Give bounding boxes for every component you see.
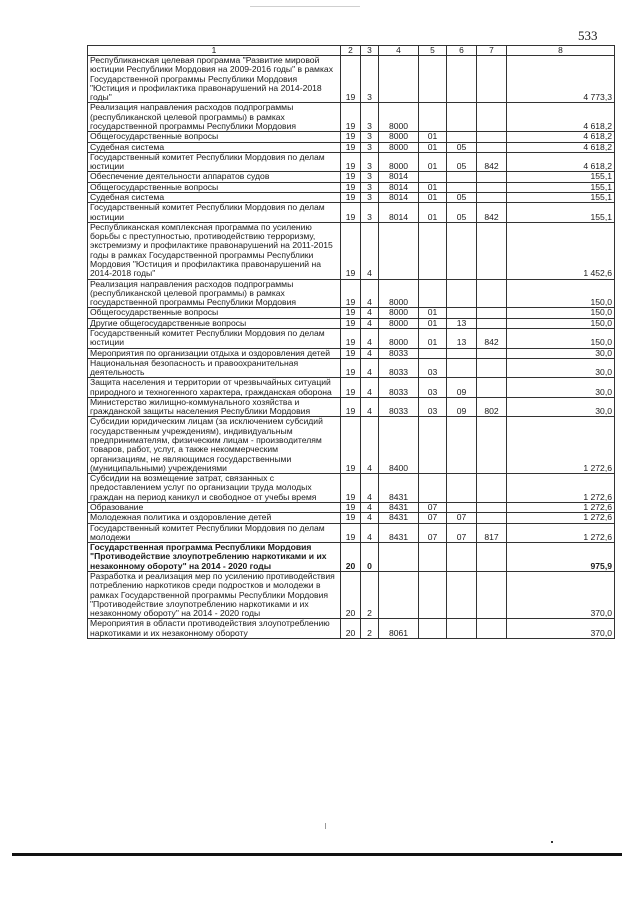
row-name-cell: Государственный комитет Республики Мордовия по делам юстиции bbox=[88, 152, 341, 172]
table-row bbox=[88, 279, 615, 308]
row-name-cell: Субсидии юридическим лицам (за исключением субсидий государственным учреждениям), индивидуальным предпринимателям, физическим лицам - производителям товаров, работ, услуг, а также некоммерческим организациям, не являющимся государственными (муниципальными) учреждениями bbox=[88, 417, 341, 474]
row-amount-cell: 975,9 bbox=[507, 543, 615, 572]
row-code-cell: 4 bbox=[361, 474, 379, 503]
row-name-cell: Судебная система bbox=[88, 193, 341, 203]
row-code-cell: 4 bbox=[361, 397, 379, 417]
row-name-cell: Государственный комитет Республики Мордовия по делам юстиции bbox=[88, 328, 341, 348]
row-code-cell bbox=[477, 279, 507, 308]
row-name-cell: Республиканская комплексная программа по усилению борьбы с преступностью, противодействию терроризму, экстремизму и профилактике правонарушений на 2011-2015 годы в рамках Государственной программы Республики Мордовия "Юстиция и профилактика правонарушений на 2014-2018 годы" bbox=[88, 222, 341, 279]
row-name-cell: Мероприятия в области противодействия злоупотреблению наркотиками и их незаконному обороту bbox=[88, 619, 341, 639]
row-code-cell: 01 bbox=[419, 152, 447, 172]
row-amount-cell: 1 272,6 bbox=[507, 474, 615, 503]
row-code-cell bbox=[447, 103, 477, 132]
row-name-cell: Реализация направления расходов подпрограммы (республиканской целевой программы) в рамках государственной программы Республики Мордовия bbox=[88, 279, 341, 308]
budget-table bbox=[87, 45, 615, 639]
row-code-cell bbox=[419, 571, 447, 618]
row-code-cell: 01 bbox=[419, 142, 447, 152]
row-code-cell bbox=[477, 318, 507, 328]
row-code-cell: 4 bbox=[361, 417, 379, 474]
row-code-cell bbox=[447, 172, 477, 182]
row-name-cell: Мероприятия по организации отдыха и оздоровления детей bbox=[88, 348, 341, 358]
row-code-cell: 20 bbox=[341, 571, 361, 618]
row-code-cell bbox=[477, 619, 507, 639]
row-amount-cell: 370,0 bbox=[507, 571, 615, 618]
row-code-cell: 817 bbox=[477, 523, 507, 543]
row-code-cell bbox=[477, 513, 507, 523]
table-body bbox=[88, 56, 615, 639]
row-code-cell: 8033 bbox=[379, 358, 419, 378]
row-name-cell: Разработка и реализация мер по усилению противодействия потреблению наркотиков среди подростков и молодежи в рамках Государственной программы Республики Мордовия "Противодействие злоупотреблению наркотиками и их незаконному обороту" на 2014 - 2020 годы bbox=[88, 571, 341, 618]
row-name-cell: Общегосударственные вопросы bbox=[88, 182, 341, 192]
row-code-cell: 05 bbox=[447, 203, 477, 223]
row-amount-cell: 155,1 bbox=[507, 193, 615, 203]
row-code-cell: 8431 bbox=[379, 474, 419, 503]
row-code-cell: 19 bbox=[341, 279, 361, 308]
row-code-cell bbox=[477, 103, 507, 132]
header-cell: 4 bbox=[379, 46, 419, 56]
row-name-cell: Другие общегосударственные вопросы bbox=[88, 318, 341, 328]
table-row bbox=[88, 172, 615, 182]
row-code-cell: 8400 bbox=[379, 417, 419, 474]
row-code-cell: 07 bbox=[419, 523, 447, 543]
row-code-cell: 20 bbox=[341, 619, 361, 639]
row-code-cell: 19 bbox=[341, 203, 361, 223]
row-code-cell bbox=[477, 132, 507, 142]
row-code-cell: 19 bbox=[341, 358, 361, 378]
row-code-cell bbox=[447, 619, 477, 639]
row-name-cell: Обеспечение деятельности аппаратов судов bbox=[88, 172, 341, 182]
table-row bbox=[88, 543, 615, 572]
row-code-cell bbox=[419, 417, 447, 474]
row-code-cell: 19 bbox=[341, 417, 361, 474]
bottom-rule bbox=[12, 853, 622, 856]
row-code-cell bbox=[477, 348, 507, 358]
row-name-cell: Субсидии на возмещение затрат, связанных с предоставлением услуг по организации труда молодых граждан на период каникул и свободное от учебы время bbox=[88, 474, 341, 503]
row-code-cell: 2 bbox=[361, 619, 379, 639]
row-amount-cell: 30,0 bbox=[507, 348, 615, 358]
table-row bbox=[88, 358, 615, 378]
row-code-cell: 0 bbox=[361, 543, 379, 572]
row-code-cell bbox=[379, 543, 419, 572]
row-code-cell: 4 bbox=[361, 378, 379, 398]
scan-mark bbox=[325, 823, 326, 829]
row-code-cell: 4 bbox=[361, 503, 379, 513]
row-code-cell: 3 bbox=[361, 203, 379, 223]
header-cell: 1 bbox=[88, 46, 341, 56]
row-code-cell bbox=[447, 279, 477, 308]
row-code-cell: 19 bbox=[341, 318, 361, 328]
row-code-cell: 8061 bbox=[379, 619, 419, 639]
row-code-cell: 09 bbox=[447, 397, 477, 417]
row-code-cell: 07 bbox=[419, 513, 447, 523]
row-amount-cell: 370,0 bbox=[507, 619, 615, 639]
table-row bbox=[88, 132, 615, 142]
row-name-cell: Реализация направления расходов подпрограммы (республиканской целевой программы) в рамках государственной программы Республики Мордовия bbox=[88, 103, 341, 132]
row-code-cell: 3 bbox=[361, 193, 379, 203]
row-code-cell: 4 bbox=[361, 318, 379, 328]
table-row bbox=[88, 203, 615, 223]
row-amount-cell: 155,1 bbox=[507, 203, 615, 223]
row-code-cell: 03 bbox=[419, 378, 447, 398]
row-code-cell: 19 bbox=[341, 132, 361, 142]
table-row bbox=[88, 222, 615, 279]
row-amount-cell: 30,0 bbox=[507, 397, 615, 417]
row-code-cell: 8033 bbox=[379, 397, 419, 417]
row-code-cell bbox=[447, 308, 477, 318]
row-code-cell: 3 bbox=[361, 172, 379, 182]
table-row bbox=[88, 348, 615, 358]
row-code-cell bbox=[477, 358, 507, 378]
table-row bbox=[88, 142, 615, 152]
row-code-cell bbox=[447, 503, 477, 513]
row-code-cell: 03 bbox=[419, 358, 447, 378]
row-name-cell: Республиканская целевая программа "Развитие мировой юстиции Республики Мордовия на 2009-2016 годы" в рамках Государственной программы Республики Мордовия "Юстиция и профилактика правонарушений на 2014-2018 годы" bbox=[88, 56, 341, 103]
row-amount-cell: 30,0 bbox=[507, 358, 615, 378]
row-code-cell: 19 bbox=[341, 103, 361, 132]
row-code-cell: 8000 bbox=[379, 279, 419, 308]
header-cell: 5 bbox=[419, 46, 447, 56]
row-code-cell bbox=[477, 308, 507, 318]
row-code-cell: 3 bbox=[361, 103, 379, 132]
page-number: 533 bbox=[578, 28, 598, 43]
row-code-cell: 05 bbox=[447, 152, 477, 172]
row-code-cell bbox=[477, 56, 507, 103]
row-code-cell: 8033 bbox=[379, 348, 419, 358]
row-code-cell: 8431 bbox=[379, 513, 419, 523]
row-name-cell: Защита населения и территории от чрезвычайных ситуаций природного и техногенного характера, гражданская оборона bbox=[88, 378, 341, 398]
row-code-cell: 19 bbox=[341, 142, 361, 152]
row-code-cell bbox=[477, 474, 507, 503]
table-row bbox=[88, 619, 615, 639]
row-amount-cell: 155,1 bbox=[507, 172, 615, 182]
row-code-cell: 802 bbox=[477, 397, 507, 417]
table-row bbox=[88, 328, 615, 348]
row-code-cell: 13 bbox=[447, 328, 477, 348]
row-amount-cell: 155,1 bbox=[507, 182, 615, 192]
row-code-cell: 01 bbox=[419, 318, 447, 328]
row-code-cell: 19 bbox=[341, 222, 361, 279]
row-amount-cell: 150,0 bbox=[507, 308, 615, 318]
row-code-cell: 842 bbox=[477, 152, 507, 172]
row-code-cell bbox=[447, 358, 477, 378]
row-code-cell bbox=[379, 222, 419, 279]
row-code-cell bbox=[419, 172, 447, 182]
row-amount-cell: 150,0 bbox=[507, 279, 615, 308]
row-code-cell: 4 bbox=[361, 308, 379, 318]
row-code-cell: 01 bbox=[419, 203, 447, 223]
row-code-cell bbox=[419, 56, 447, 103]
row-code-cell: 01 bbox=[419, 182, 447, 192]
row-code-cell bbox=[419, 103, 447, 132]
row-code-cell: 19 bbox=[341, 172, 361, 182]
row-code-cell: 19 bbox=[341, 513, 361, 523]
row-code-cell bbox=[447, 417, 477, 474]
row-amount-cell: 30,0 bbox=[507, 378, 615, 398]
row-code-cell: 4 bbox=[361, 348, 379, 358]
row-name-cell: Министерство жилищно-коммунального хозяйства и гражданской защиты населения Республики Мордовия bbox=[88, 397, 341, 417]
table-row bbox=[88, 397, 615, 417]
table-row bbox=[88, 503, 615, 513]
row-code-cell: 01 bbox=[419, 193, 447, 203]
row-code-cell: 05 bbox=[447, 142, 477, 152]
row-code-cell bbox=[447, 132, 477, 142]
row-amount-cell: 4 618,2 bbox=[507, 103, 615, 132]
row-code-cell bbox=[477, 193, 507, 203]
row-code-cell bbox=[419, 348, 447, 358]
row-code-cell bbox=[477, 571, 507, 618]
row-code-cell bbox=[477, 378, 507, 398]
row-code-cell: 8000 bbox=[379, 318, 419, 328]
row-name-cell: Молодежная политика и оздоровление детей bbox=[88, 513, 341, 523]
row-code-cell bbox=[447, 56, 477, 103]
row-code-cell bbox=[477, 142, 507, 152]
row-code-cell: 19 bbox=[341, 397, 361, 417]
table-row bbox=[88, 523, 615, 543]
row-amount-cell: 150,0 bbox=[507, 328, 615, 348]
row-code-cell bbox=[477, 543, 507, 572]
row-code-cell: 19 bbox=[341, 182, 361, 192]
row-code-cell: 8014 bbox=[379, 172, 419, 182]
row-code-cell: 19 bbox=[341, 152, 361, 172]
table-row bbox=[88, 318, 615, 328]
row-code-cell: 05 bbox=[447, 193, 477, 203]
scan-dot bbox=[551, 841, 553, 843]
row-code-cell: 07 bbox=[419, 503, 447, 513]
row-code-cell bbox=[379, 571, 419, 618]
row-name-cell: Государственный комитет Республики Мордовия по делам юстиции bbox=[88, 203, 341, 223]
row-amount-cell: 1 452,6 bbox=[507, 222, 615, 279]
row-code-cell: 8014 bbox=[379, 193, 419, 203]
table-row bbox=[88, 56, 615, 103]
row-code-cell bbox=[477, 172, 507, 182]
row-code-cell bbox=[419, 474, 447, 503]
row-code-cell: 4 bbox=[361, 513, 379, 523]
row-name-cell: Государственный комитет Республики Мордовия по делам молодежи bbox=[88, 523, 341, 543]
table-row bbox=[88, 182, 615, 192]
row-code-cell: 842 bbox=[477, 328, 507, 348]
row-code-cell bbox=[477, 222, 507, 279]
row-code-cell bbox=[447, 182, 477, 192]
row-code-cell: 01 bbox=[419, 328, 447, 348]
row-code-cell: 4 bbox=[361, 523, 379, 543]
table-row bbox=[88, 474, 615, 503]
table-row bbox=[88, 152, 615, 172]
row-code-cell: 07 bbox=[447, 513, 477, 523]
table-header-row bbox=[88, 46, 615, 56]
row-code-cell: 3 bbox=[361, 132, 379, 142]
row-code-cell: 8000 bbox=[379, 132, 419, 142]
row-name-cell: Образование bbox=[88, 503, 341, 513]
row-code-cell: 8000 bbox=[379, 328, 419, 348]
table-row bbox=[88, 378, 615, 398]
row-code-cell: 19 bbox=[341, 56, 361, 103]
row-code-cell: 19 bbox=[341, 474, 361, 503]
row-code-cell bbox=[419, 619, 447, 639]
table-row bbox=[88, 571, 615, 618]
row-code-cell: 8033 bbox=[379, 378, 419, 398]
row-code-cell: 8431 bbox=[379, 503, 419, 513]
row-amount-cell: 1 272,6 bbox=[507, 523, 615, 543]
row-code-cell bbox=[447, 474, 477, 503]
row-code-cell: 8000 bbox=[379, 152, 419, 172]
row-code-cell: 4 bbox=[361, 222, 379, 279]
row-code-cell: 3 bbox=[361, 56, 379, 103]
row-name-cell: Судебная система bbox=[88, 142, 341, 152]
row-code-cell: 4 bbox=[361, 358, 379, 378]
row-code-cell: 8000 bbox=[379, 142, 419, 152]
row-code-cell bbox=[477, 417, 507, 474]
row-code-cell: 01 bbox=[419, 132, 447, 142]
row-code-cell: 19 bbox=[341, 503, 361, 513]
row-amount-cell: 4 773,3 bbox=[507, 56, 615, 103]
row-name-cell: Общегосударственные вопросы bbox=[88, 308, 341, 318]
table-row bbox=[88, 308, 615, 318]
header-cell: 7 bbox=[477, 46, 507, 56]
row-code-cell: 13 bbox=[447, 318, 477, 328]
row-code-cell bbox=[447, 348, 477, 358]
row-code-cell bbox=[419, 279, 447, 308]
header-cell: 8 bbox=[507, 46, 615, 56]
row-code-cell: 3 bbox=[361, 182, 379, 192]
row-amount-cell: 4 618,2 bbox=[507, 142, 615, 152]
row-name-cell: Государственная программа Республики Мордовия "Противодействие злоупотреблению наркотиками и их незаконному обороту" на 2014 - 2020 годы bbox=[88, 543, 341, 572]
row-amount-cell: 1 272,6 bbox=[507, 503, 615, 513]
row-code-cell: 19 bbox=[341, 328, 361, 348]
row-code-cell: 03 bbox=[419, 397, 447, 417]
row-code-cell bbox=[477, 503, 507, 513]
row-code-cell bbox=[447, 543, 477, 572]
row-code-cell bbox=[379, 56, 419, 103]
header-cell: 2 bbox=[341, 46, 361, 56]
row-name-cell: Общегосударственные вопросы bbox=[88, 132, 341, 142]
row-amount-cell: 4 618,2 bbox=[507, 152, 615, 172]
row-code-cell: 19 bbox=[341, 523, 361, 543]
row-code-cell: 19 bbox=[341, 348, 361, 358]
header-cell: 3 bbox=[361, 46, 379, 56]
row-code-cell bbox=[419, 543, 447, 572]
row-code-cell: 3 bbox=[361, 152, 379, 172]
table-row bbox=[88, 193, 615, 203]
row-code-cell: 19 bbox=[341, 308, 361, 318]
table-row bbox=[88, 513, 615, 523]
row-amount-cell: 150,0 bbox=[507, 318, 615, 328]
row-code-cell: 3 bbox=[361, 142, 379, 152]
header-cell: 6 bbox=[447, 46, 477, 56]
row-code-cell bbox=[447, 571, 477, 618]
row-code-cell bbox=[477, 182, 507, 192]
row-code-cell: 8014 bbox=[379, 203, 419, 223]
row-name-cell: Национальная безопасность и правоохранительная деятельность bbox=[88, 358, 341, 378]
top-scan-mark bbox=[250, 6, 360, 7]
row-code-cell bbox=[419, 222, 447, 279]
row-code-cell: 4 bbox=[361, 328, 379, 348]
row-code-cell: 20 bbox=[341, 543, 361, 572]
row-code-cell: 19 bbox=[341, 193, 361, 203]
row-code-cell: 4 bbox=[361, 279, 379, 308]
table-row bbox=[88, 103, 615, 132]
row-code-cell bbox=[447, 222, 477, 279]
row-code-cell: 09 bbox=[447, 378, 477, 398]
row-code-cell: 2 bbox=[361, 571, 379, 618]
row-code-cell: 842 bbox=[477, 203, 507, 223]
row-amount-cell: 1 272,6 bbox=[507, 417, 615, 474]
row-code-cell: 8000 bbox=[379, 308, 419, 318]
row-code-cell: 07 bbox=[447, 523, 477, 543]
row-amount-cell: 4 618,2 bbox=[507, 132, 615, 142]
row-code-cell: 8014 bbox=[379, 182, 419, 192]
row-amount-cell: 1 272,6 bbox=[507, 513, 615, 523]
row-code-cell: 8431 bbox=[379, 523, 419, 543]
row-code-cell: 8000 bbox=[379, 103, 419, 132]
table-row bbox=[88, 417, 615, 474]
row-code-cell: 01 bbox=[419, 308, 447, 318]
row-code-cell: 19 bbox=[341, 378, 361, 398]
